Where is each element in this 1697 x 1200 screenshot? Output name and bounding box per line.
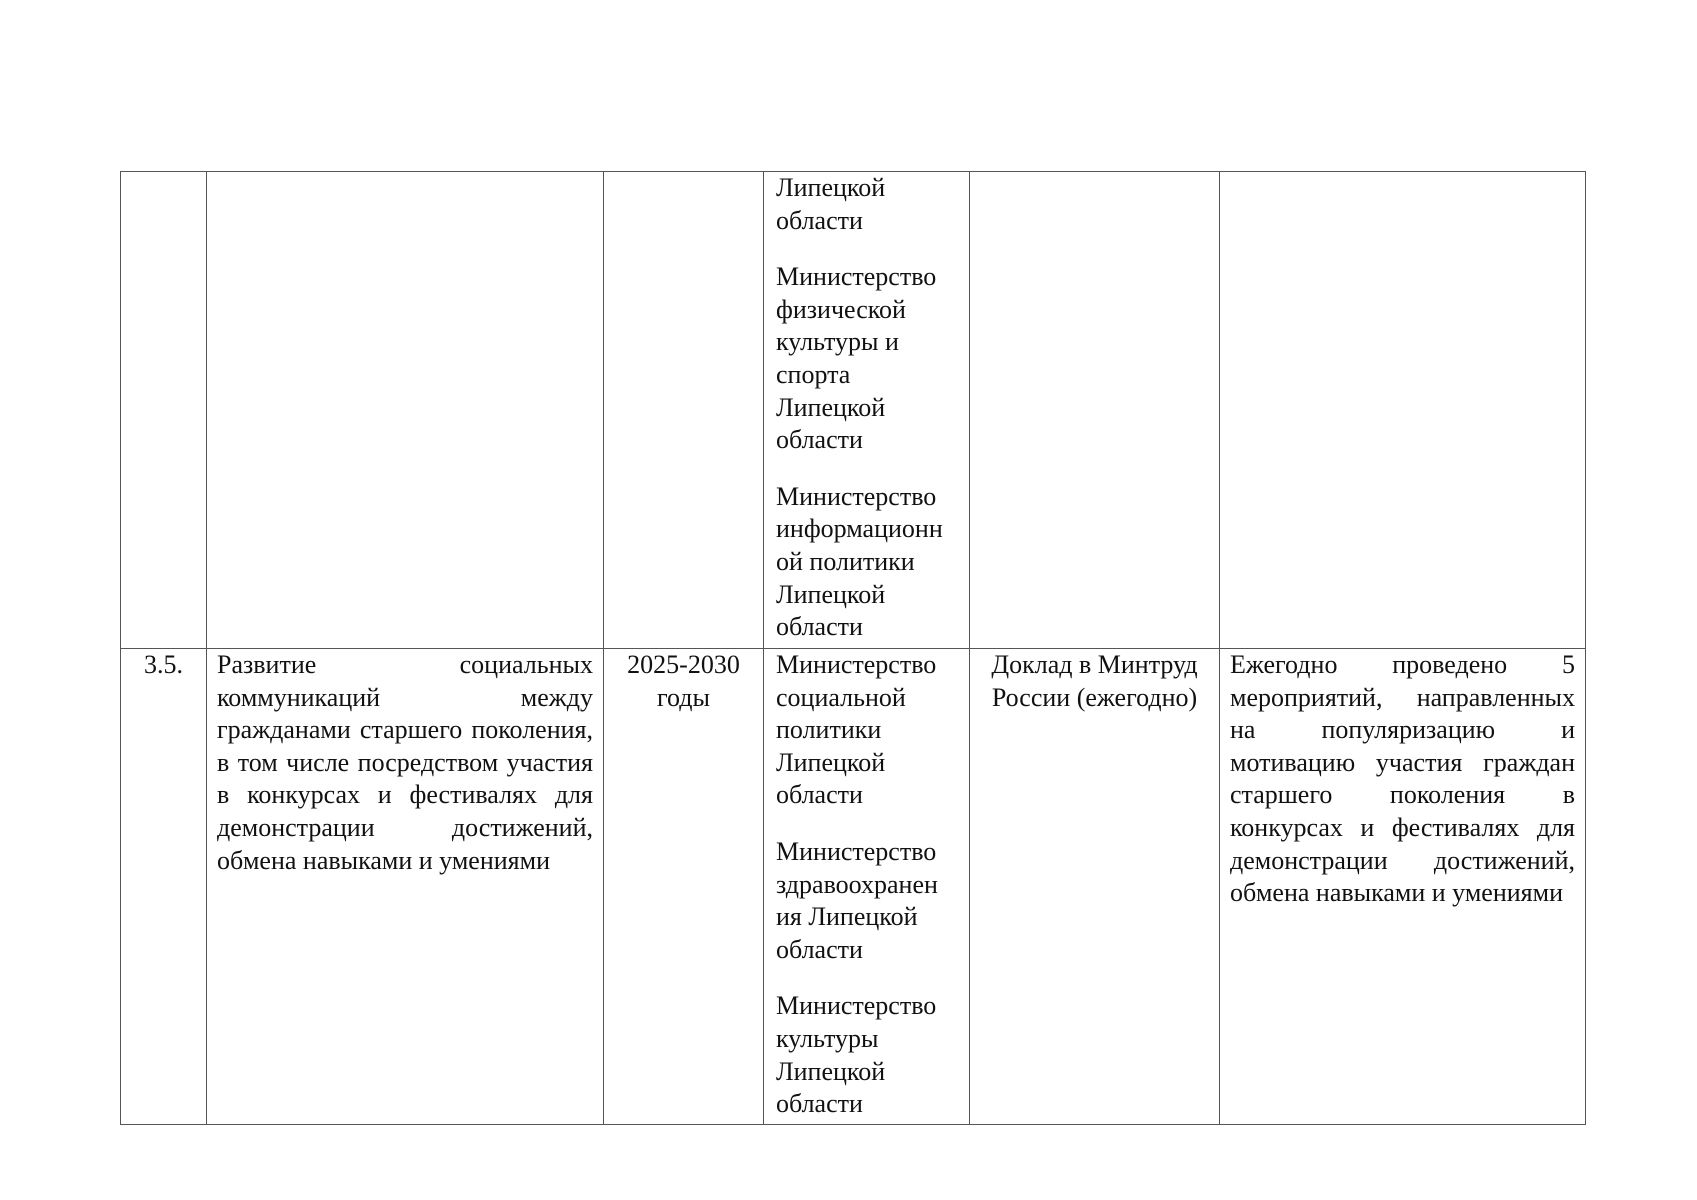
period-cell: 2025-2030 годы bbox=[604, 649, 764, 1125]
report-cell bbox=[970, 172, 1220, 649]
table-row bbox=[121, 649, 1586, 1125]
executor-name: Министерство информационн ой политики Липецкой области bbox=[776, 481, 943, 642]
report-cell: Доклад в Минтруд России (ежегодно) bbox=[970, 649, 1220, 1125]
executor-name: Министерство здравоохранен ия Липецкой области bbox=[776, 836, 938, 964]
item-number-cell: 3.5. bbox=[121, 649, 207, 1125]
item-number-cell bbox=[121, 172, 207, 649]
executor-entry bbox=[776, 836, 965, 966]
executor-name: Министерство физической культуры и спорта Липецкой области bbox=[776, 262, 937, 455]
activity-cell bbox=[207, 172, 604, 649]
executor-name: Министерство культуры Липецкой области bbox=[776, 991, 937, 1119]
activity-cell: Развитие социальных коммуникаций между гражданами старшего поколения, в том числе посредством участия в конкурсах и фестивалях для демонстрации достижений, обмена навыками и умениями bbox=[207, 649, 604, 1125]
table-row bbox=[121, 172, 1586, 649]
executor-entry bbox=[776, 261, 965, 457]
result-cell: Ежегодно проведено 5 мероприятий, направленных на популяризацию и мотивацию участия граждан старшего поколения в конкурсах и фестивалях для демонстрации достижений, обмена навыками и умениями bbox=[1220, 649, 1586, 1125]
result-cell bbox=[1220, 172, 1586, 649]
plan-table bbox=[120, 171, 1586, 1125]
executor-entry bbox=[776, 649, 965, 812]
executors-cell bbox=[764, 172, 970, 649]
executor-entry bbox=[776, 990, 965, 1120]
executors-cell bbox=[764, 649, 970, 1125]
period-cell bbox=[604, 172, 764, 649]
executor-name: Липецкой области bbox=[776, 173, 886, 235]
executor-entry bbox=[776, 481, 965, 644]
executor-name: Министерство социальной политики Липецкой области bbox=[776, 650, 937, 810]
executor-entry bbox=[776, 172, 965, 237]
